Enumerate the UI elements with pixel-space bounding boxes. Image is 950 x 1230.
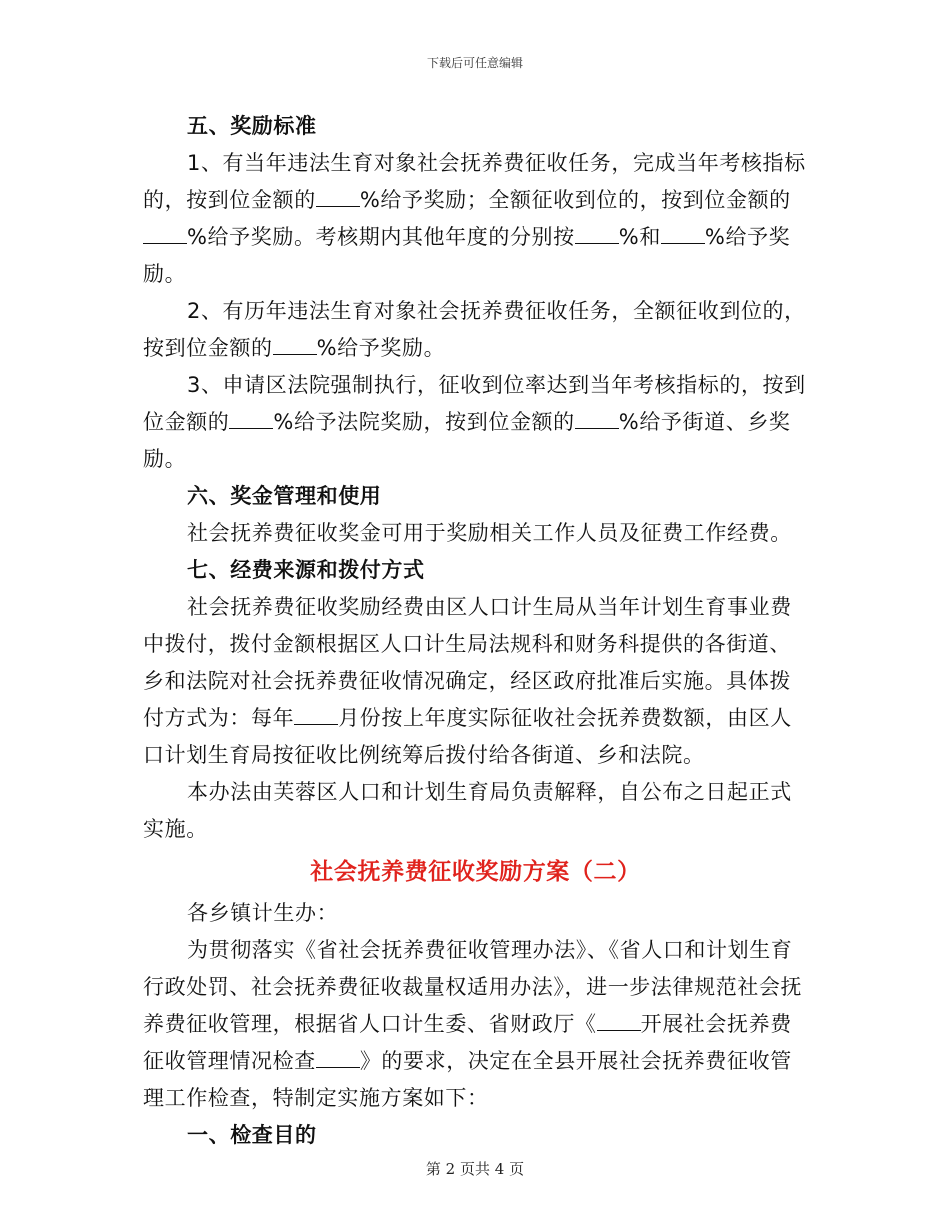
paragraph-intro: 为贯彻落实《省社会抚养费征收管理办法》、《省人口和计划生育行政处罚、社会抚养费征收裁量权适用办法》，进一步法律规范社会抚养费征收管理，根据省人口计生委、省财政厅《 开展社会抚养费征收管理情况检查 》的要求，决定在全县开展社会抚养费征收管理工作检查，特制定实施方案如下： bbox=[143, 938, 803, 1110]
blank-field bbox=[661, 225, 705, 244]
section-heading-1: 一、检查目的 bbox=[187, 1123, 317, 1147]
section-heading-7: 七、经费来源和拨付方式 bbox=[187, 558, 425, 582]
paragraph-7-2: 本办法由芙蓉区人口和计划生育局负责解释，自公布之日起正式实施。 bbox=[143, 780, 792, 841]
blank-field bbox=[597, 1012, 641, 1031]
page-footer: 第 2 页共 4 页 bbox=[425, 1160, 525, 1178]
document-body bbox=[143, 108, 808, 1154]
paragraph-7-1: 社会抚养费征收奖励经费由区人口计生局从当年计划生育事业费中拨付，拨付金额根据区人口计生局法规科和财务科提供的各街道、乡和法院对社会抚养费征收情况确定，经区政府批准后实施。具体拨付方式为：每年 月份按上年度实际征收社会抚养费数额，由区人口计划生育局按征收比例统筹后拨付给各街道、乡和法院。 bbox=[143, 595, 792, 767]
blank-field bbox=[294, 706, 338, 725]
blank-field bbox=[273, 336, 317, 355]
document-title: 社会抚养费征收奖励方案（二） bbox=[310, 859, 641, 885]
section-heading-6: 六、奖金管理和使用 bbox=[187, 484, 382, 508]
blank-field bbox=[575, 410, 619, 429]
blank-field bbox=[143, 225, 187, 244]
page-header: 下载后可任意编辑 bbox=[426, 56, 523, 70]
blank-field bbox=[575, 225, 619, 244]
salutation: 各乡镇计生办： bbox=[187, 901, 339, 925]
blank-field bbox=[229, 410, 273, 429]
paragraph-5-2: 2、有历年违法生育对象社会抚养费征收任务，全额征收到位的，按到位金额的 %给予奖励。 bbox=[143, 299, 806, 360]
blank-field bbox=[316, 188, 360, 207]
paragraph-5-3: 3、申请区法院强制执行，征收到位率达到当年考核指标的，按到位金额的 %给予法院奖励，按到位金额的 %给予街道、乡奖励。 bbox=[143, 373, 806, 471]
paragraph-6-1: 社会抚养费征收奖金可用于奖励相关工作人员及征费工作经费。 bbox=[187, 521, 792, 545]
blank-field bbox=[316, 1049, 360, 1068]
paragraph-5-1: 1、有当年违法生育对象社会抚养费征收任务，完成当年考核指标的，按到位金额的 %给予奖励；全额征收到位的，按到位金额的%给予奖励。考核期内其他年度的分别按 %和 %给予奖励。 bbox=[143, 151, 806, 286]
section-heading-5: 五、奖励标准 bbox=[187, 114, 317, 138]
